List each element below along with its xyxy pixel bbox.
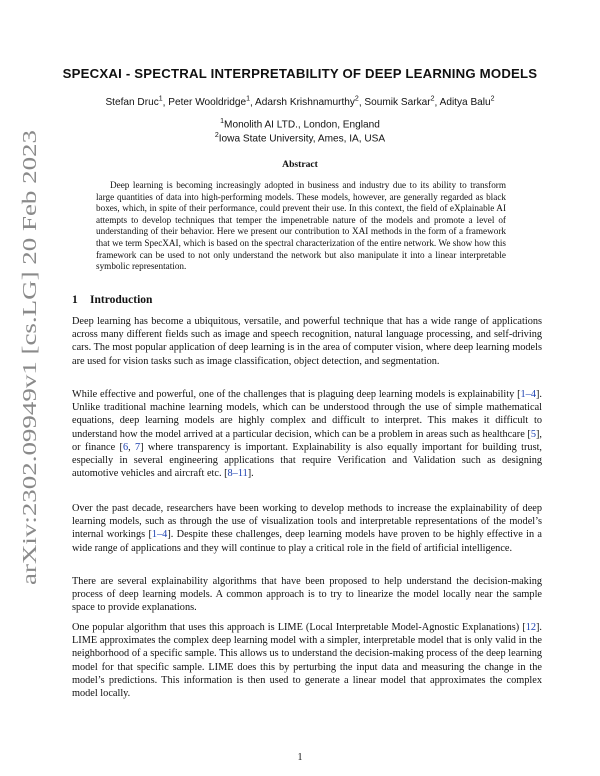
author-3: Adarsh Krishnamurthy$^2$	[255, 96, 359, 109]
citation-link[interactable]: 8–11	[227, 468, 248, 480]
citation-link[interactable]: 1–4	[520, 389, 536, 400]
paper-title: SPECXAI - SPECTRAL INTERPRETABILITY OF DEEP LEARNING MODELS	[62, 66, 538, 81]
arxiv-stamp	[2, 120, 52, 590]
author-list: Stefan Druc$^1$, Peter Wooldridge$^1$, Adarsh Krishnamurthy$^2$, Soumik Sarkar$^2$, Aditya Balu$^2$	[105, 96, 495, 109]
citation-link[interactable]: 1–4	[151, 529, 168, 541]
affiliation-2: $^2$Iowa State University, Ames, IA, USA	[214, 132, 386, 145]
paragraph-4: There are several explainability algorithms that have been proposed to help understand the decision-making process of deep learning models. A common approach is to try to linearize the model locally near the sample space to provide explanations.	[72, 576, 542, 614]
citation-link[interactable]: 5	[530, 428, 536, 440]
paragraph-5: One popular algorithm that uses this approach is LIME (Local Interpretable Model-Agnostic Explanations) [12]. LIME approximates the complex deep learning model with a simpler, interpretable model that is only valid in the neighborhood of a specific sample. This allows us to understand the decision-making process of the deep learning model for that specific sample. LIME does this by perturbing the input data and measuring the change in the model’s predictions. This information is then used to generate a linear model that approximates the complex model locally.	[72, 622, 542, 700]
section-title: Introduction	[90, 294, 153, 306]
paragraph-3: Over the past decade, researchers have been working to develop methods to increase the explainability of deep learning models, such as through the use of visualization tools and interpretable representations of the model’s internal workings [1–4]. Despite these challenges, deep learning models have proven to be highly effective in a wide range of applications and they will continue to play a critical role in the field of artificial intelligence.	[72, 503, 543, 554]
citation-link[interactable]: 7	[135, 441, 141, 453]
abstract-body: Deep learning is becoming increasingly adopted in business and industry due to its ability to transform large quantities of data into high-performing models. These models, however, are generally regarded as black boxes, which, in spite of their performance, could prevent their use. In this context, the field of eXplainable AI attempts to develop techniques that temper the impenetrable nature of the models and promote a level of understanding of their behavior. Here we present our contribution to XAI methods in the form of a framework that we term SpecXAI, which is based on the spectral characterization of the entire network. We show how this framework can be used to not only understand the network but also manipulate it into a linear interpretable symbolic representation.	[96, 180, 506, 272]
author-1: Stefan Druc$^1$	[105, 96, 163, 109]
section-heading	[72, 294, 152, 306]
affiliation-1: $^1$Monolith AI LTD., London, England	[220, 118, 380, 131]
paragraph-1: Deep learning has become a ubiquitous, versatile, and powerful technique that has a wide range of applications across many different fields such as image and speech recognition, natural language processing, and self-driving cars. The most popular application of deep learning is in the area of computer vision, where deep learning models are used for vision tasks such as image classification, object detection, and segmentation.	[72, 316, 542, 367]
section-number: 1	[72, 294, 78, 306]
author-5: Aditya Balu$^2$	[439, 96, 495, 109]
paragraph-2: While effective and powerful, one of the challenges that is plaguing deep learning models is explainability [1–4]. Unlike traditional machine learning models, which can be understood through the use of simple mathematical equations, deep learning models are highly complex and difficult to interpret. This makes it difficult to understand how the model arrived at a particular decision, which can be a problem in areas such as healthcare [5], or finance [6, 7] where transparency is important. Explainability is also equally important for building trust, especially in several engineering applications that require Verification and Validation such as designing automotive vehicles and aircraft etc. [8–11].	[72, 389, 543, 480]
author-2: Peter Wooldridge$^1$	[168, 96, 250, 109]
citation-link[interactable]: 12	[525, 622, 536, 633]
author-4: Soumik Sarkar$^2$	[364, 96, 435, 109]
page-number: 1	[297, 752, 303, 763]
citation-link[interactable]: 6	[122, 441, 129, 453]
arxiv-stamp-text: arXiv:2302.09949v1 [cs.LG] 20 Feb 2023	[19, 247, 41, 585]
abstract-heading: Abstract	[282, 159, 318, 170]
